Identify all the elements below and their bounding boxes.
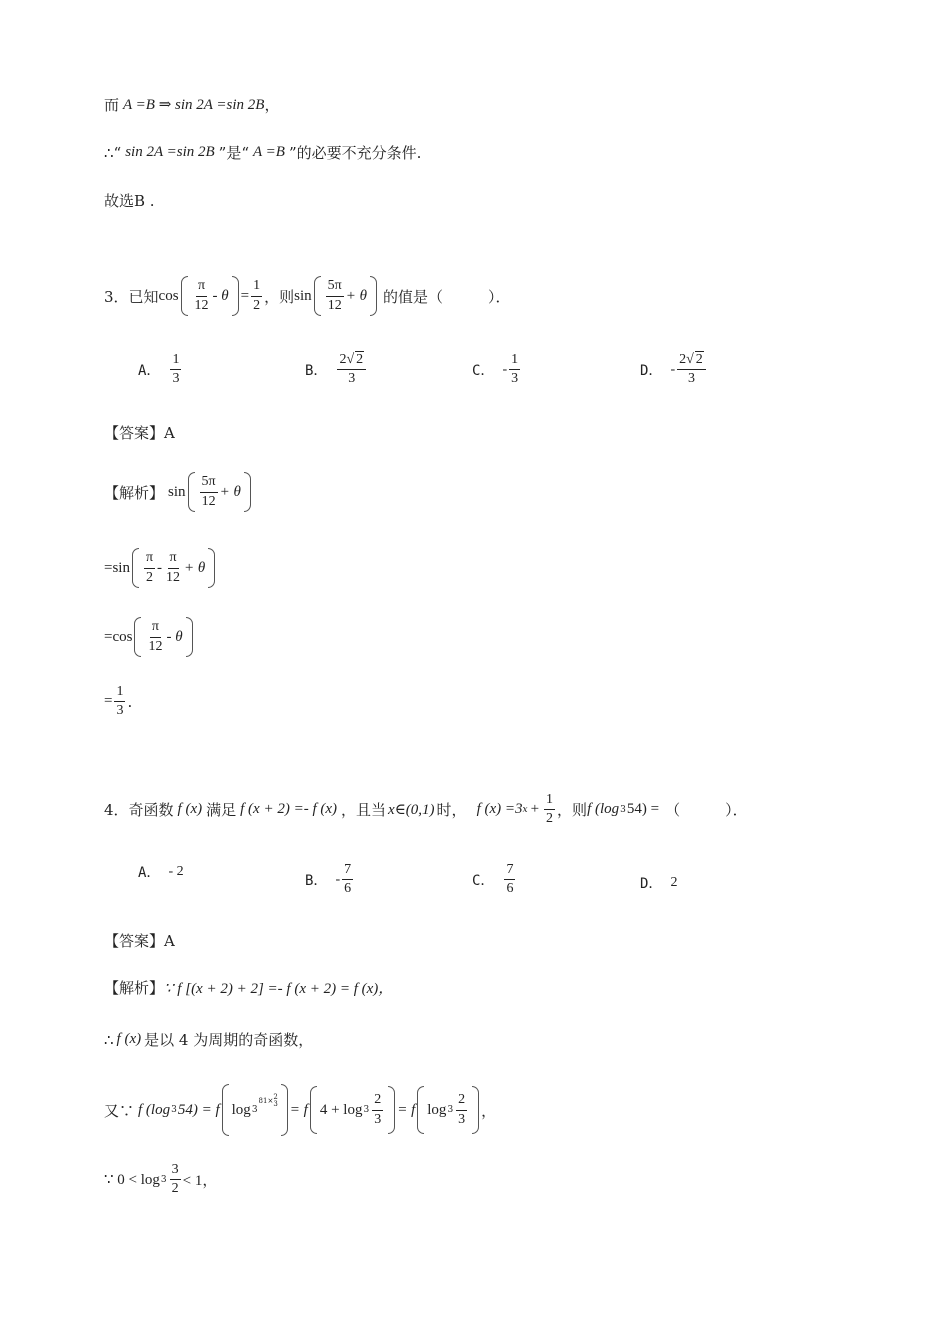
math: - θ xyxy=(212,287,229,304)
equals: = xyxy=(240,287,250,304)
equals: = xyxy=(104,693,113,710)
q4-answer xyxy=(104,930,175,951)
question-3 xyxy=(104,276,511,316)
option-label: A． xyxy=(138,865,161,881)
subscript: 3 xyxy=(160,1174,167,1185)
q4-analysis-step-4 xyxy=(104,1162,217,1197)
fraction xyxy=(509,352,520,387)
text: ， xyxy=(264,96,280,114)
fraction xyxy=(504,862,515,897)
exponent: x xyxy=(522,804,528,815)
math: sin 2A =sin 2B xyxy=(125,144,215,160)
analysis-label: 【解析】 xyxy=(104,483,165,502)
option-a[interactable] xyxy=(138,352,183,387)
right-paren xyxy=(186,617,193,657)
math: f (log xyxy=(138,1101,171,1118)
text: 是以 4 为周期的奇函数， xyxy=(144,1031,314,1049)
left-paren xyxy=(222,1084,229,1136)
text: ∴ xyxy=(104,1030,114,1049)
period: . xyxy=(127,692,133,711)
right-paren xyxy=(370,276,377,316)
math: f (x) xyxy=(116,1031,142,1047)
fraction xyxy=(164,550,182,585)
denominator: 2 xyxy=(171,1181,179,1197)
numerator: 2√ 2 xyxy=(337,352,366,370)
text: 的值是（ ）． xyxy=(383,287,511,306)
text: 时， xyxy=(436,801,467,820)
subscript: 3 xyxy=(620,804,626,815)
math: ∵ 0 < log xyxy=(104,1172,160,1189)
math: ∵ f [(x + 2) + 2] =- f (x + 2) = f (x)， xyxy=(164,981,394,997)
fraction xyxy=(456,1092,467,1127)
numerator: 1 xyxy=(114,684,125,702)
math: + θ xyxy=(219,483,241,500)
coefficient: 2 xyxy=(339,352,347,367)
option-label: D． xyxy=(640,876,663,892)
numerator: 5π xyxy=(326,278,344,296)
numerator: 5π xyxy=(200,474,218,492)
denominator: 12 xyxy=(194,297,209,313)
option-d[interactable] xyxy=(640,352,708,387)
math: x∈(0,1) xyxy=(388,802,435,819)
option-label: B． xyxy=(305,362,328,379)
option-label: C． xyxy=(472,362,495,379)
text: 又∵ xyxy=(104,1101,135,1120)
math: = f xyxy=(397,1101,416,1118)
q3-analysis-step-1 xyxy=(104,472,253,512)
text: ”的必要不充分条件. xyxy=(288,144,422,162)
denominator: 2 xyxy=(253,297,261,313)
text: ，且当 xyxy=(341,801,387,820)
fraction xyxy=(251,278,262,313)
fraction xyxy=(342,862,353,897)
math: log xyxy=(231,1101,251,1118)
analysis-label: 【解析】 xyxy=(104,979,165,997)
option-value: - 2 xyxy=(168,864,184,879)
left-paren xyxy=(314,276,321,316)
sign: - xyxy=(670,361,676,377)
option-label: B． xyxy=(305,872,328,889)
denominator: 12 xyxy=(148,638,163,654)
fraction xyxy=(144,550,155,585)
right-paren xyxy=(281,1084,288,1136)
numerator: π xyxy=(150,619,161,637)
numerator: 3 xyxy=(170,1162,181,1180)
denominator: 3 xyxy=(172,371,180,387)
denominator: 3 xyxy=(511,371,519,387)
math: f (x + 2) =- f (x) xyxy=(240,801,338,818)
q4-analysis-step-2 xyxy=(104,1029,313,1050)
text: ∴“ xyxy=(104,143,122,162)
subscript: 3 xyxy=(447,1105,454,1115)
math: =cos xyxy=(104,628,133,645)
radicand: 2 xyxy=(356,352,364,367)
right-paren xyxy=(472,1086,479,1134)
denominator: 6 xyxy=(506,881,514,897)
subscript: 3 xyxy=(363,1105,370,1115)
minus: - xyxy=(157,559,163,576)
question-4 xyxy=(104,792,748,827)
left-paren xyxy=(417,1086,424,1134)
option-b[interactable] xyxy=(305,352,368,387)
numerator: 7 xyxy=(504,862,515,880)
text: （ ）． xyxy=(665,801,748,820)
numerator: π xyxy=(168,550,179,568)
subscript: 3 xyxy=(251,1105,258,1115)
line-3 xyxy=(104,190,155,211)
answer-text: 【答案】A xyxy=(104,932,175,950)
numerator: π xyxy=(196,278,207,296)
denominator: 12 xyxy=(327,297,342,313)
text: ，则 xyxy=(264,287,295,306)
math: 54) = f xyxy=(177,1101,220,1118)
math: - θ xyxy=(166,628,183,645)
fraction xyxy=(326,278,344,313)
radicand: 2 xyxy=(695,352,703,367)
right-paren xyxy=(208,548,215,588)
numerator: 1 xyxy=(544,792,555,810)
numerator: 1 xyxy=(251,278,262,296)
fraction xyxy=(170,352,181,387)
numerator: 1 xyxy=(509,352,520,370)
question-number: 4．奇函数 xyxy=(104,801,174,820)
denominator: 2 xyxy=(146,569,153,585)
math: =sin xyxy=(104,559,130,576)
option-c[interactable] xyxy=(472,862,517,897)
right-paren xyxy=(388,1086,395,1134)
numerator: 2 xyxy=(372,1092,383,1110)
right-paren xyxy=(232,276,239,316)
q4-analysis-step-1 xyxy=(104,977,393,998)
option-d[interactable] xyxy=(640,873,677,893)
fraction xyxy=(114,684,125,719)
line-1 xyxy=(104,94,279,115)
numerator: π xyxy=(144,550,155,568)
q3-answer xyxy=(104,422,175,443)
left-paren xyxy=(132,548,139,588)
text: ，则 xyxy=(557,801,588,820)
numerator: 2 xyxy=(273,1093,278,1101)
option-b[interactable] xyxy=(305,862,355,897)
denominator: 3 xyxy=(116,703,124,719)
denominator: 12 xyxy=(166,569,181,585)
right-paren xyxy=(244,472,251,512)
math: + θ xyxy=(345,287,367,304)
left-paren xyxy=(188,472,195,512)
denominator: 12 xyxy=(201,493,216,509)
numerator: 2√ 2 xyxy=(677,352,706,370)
math: 54) = xyxy=(626,801,660,818)
fraction xyxy=(170,1162,181,1197)
denominator: 3 xyxy=(348,371,356,387)
denominator: 3 xyxy=(458,1111,466,1127)
option-label: A． xyxy=(138,362,161,379)
fraction xyxy=(372,1092,383,1127)
plus: + xyxy=(530,801,540,818)
subscript: 3 xyxy=(171,1105,177,1115)
sign: - xyxy=(502,361,508,377)
math: < 1， xyxy=(182,1173,218,1190)
numerator: 2 xyxy=(456,1092,467,1110)
math: f (x) =3 xyxy=(476,801,523,818)
denominator: 3 xyxy=(374,1111,382,1127)
conclusion: 故选B . xyxy=(104,192,155,210)
math: A =B xyxy=(253,144,285,160)
math: f (log xyxy=(587,801,620,818)
answer-text: 【答案】A xyxy=(104,424,175,442)
denominator: 3 xyxy=(687,371,695,387)
option-label: D． xyxy=(640,362,663,379)
coefficient: 2 xyxy=(679,352,687,367)
denominator: 6 xyxy=(344,881,352,897)
left-paren xyxy=(134,617,141,657)
left-paren xyxy=(310,1086,317,1134)
text: ”是“ xyxy=(218,144,249,162)
numerator: 1 xyxy=(170,352,181,370)
question-number: 3．已知 xyxy=(104,287,159,306)
option-value: 2 xyxy=(670,875,678,890)
sin: sin xyxy=(168,483,186,500)
q3-analysis-step-3 xyxy=(104,617,195,657)
fraction xyxy=(200,474,218,509)
fraction xyxy=(193,278,211,313)
exponent xyxy=(259,1094,278,1108)
sin: sin xyxy=(294,287,312,304)
q3-analysis-step-4 xyxy=(104,684,132,719)
denominator: 3 xyxy=(273,1100,278,1108)
option-c[interactable] xyxy=(472,352,522,387)
fraction xyxy=(337,352,366,387)
text: 而 xyxy=(104,96,120,114)
option-a[interactable] xyxy=(138,862,184,882)
line-2 xyxy=(104,142,421,163)
math: A =B ⇒ sin 2A =sin 2B xyxy=(123,97,265,113)
sign: - xyxy=(335,871,341,887)
math: = f xyxy=(289,1101,308,1118)
math: log xyxy=(427,1101,447,1118)
left-paren xyxy=(181,276,188,316)
exponent-text: 81× xyxy=(258,1097,274,1105)
fraction xyxy=(146,619,164,654)
fraction xyxy=(677,352,706,387)
text: ， xyxy=(481,1101,497,1120)
q3-analysis-step-2 xyxy=(104,548,217,588)
math: + θ xyxy=(184,559,206,576)
text: 满足 xyxy=(206,801,237,820)
option-label: C． xyxy=(472,872,495,889)
cos: cos xyxy=(158,287,179,304)
denominator: 2 xyxy=(546,811,554,827)
fraction xyxy=(544,792,555,827)
math: f (x) xyxy=(177,801,203,818)
q4-analysis-step-3 xyxy=(104,1084,496,1136)
math: 4 + log xyxy=(319,1101,363,1118)
numerator: 7 xyxy=(342,862,353,880)
